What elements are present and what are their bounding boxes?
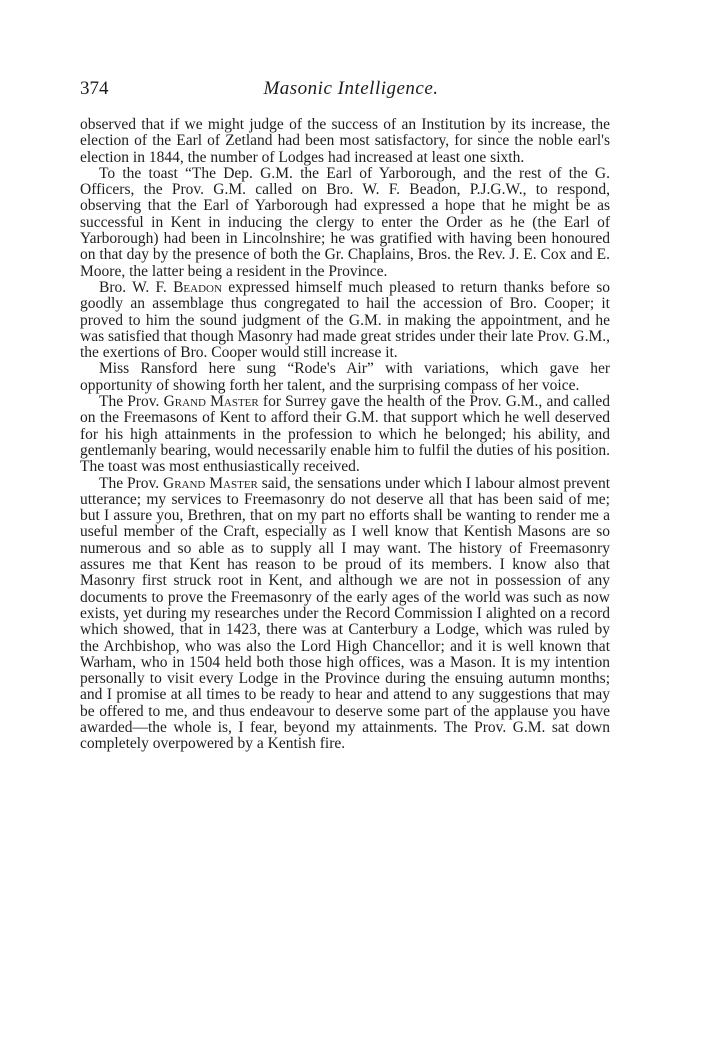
speaker-title-grand-master: Grand Master: [163, 393, 259, 411]
paragraph-3: [80, 280, 610, 361]
paragraph-1: observed that if we might judge of the success of an Institution by its increase, the election of the Earl of Zetland had been most satisfactory, for since the noble earl's election in 1844, the number of Lodges had increased at least one sixth.: [80, 116, 610, 166]
paragraph-3-lead: Bro. W. F.: [99, 278, 174, 296]
speaker-title-grand-master-2: Grand Master: [163, 474, 258, 492]
page-number: 374: [80, 78, 109, 99]
article-body: [80, 117, 610, 753]
paragraph-3-rest: expressed himself much pleased to return thanks before so goodly an assemblage thus congregated to hail the accession of Bro. Cooper; it proved to him the sound judgment of the G.M. in making the appointment, and he was satisfied that though Masonry had made great strides under their late Prov. G.M., the exertions of Bro. Cooper would still increase it.: [80, 278, 611, 362]
paragraph-6-lead: The Prov.: [99, 474, 164, 492]
paragraph-5-lead: The Prov.: [99, 393, 164, 411]
paragraph-2: To the toast “The Dep. G.M. the Earl of Yarborough, and the rest of the G. Officers, the Prov. G.M. called on Bro. W. F. Beadon, P.J.G.W., to respond, observing that the Earl of Yarborough had expressed a hope that he might be as successful in Kent in inducing the clergy to enter the Order as he (the Earl of Yarborough) had been in Lincolnshire; he was gratified with having been honoured on that day by the presence of both the Gr. Chaplains, Bros. the Rev. J. E. Cox and E. Moore, the latter being a resident in the Province.: [80, 164, 610, 280]
speaker-name-beadon: Beadon: [173, 278, 222, 296]
paragraph-5-rest: for Surrey gave the health of the Prov. G.M., and called on the Freemasons of Kent to afford their G.M. that support which he well deserved for his high attainments in the profession to which he belonged; his ability, and gentlemanly bearing, would necessarily enable him to fulfil the duties of his position. The toast was most enthusiastically received.: [80, 393, 611, 476]
paragraph-4: Miss Ransford here sung “Rode's Air” with variations, which gave her opportunity of showing forth her talent, and the surprising compass of her voice.: [80, 360, 610, 394]
running-title: Masonic Intelligence.: [263, 78, 439, 99]
paragraph-5: [80, 394, 610, 475]
page-header: [80, 78, 622, 104]
paragraph-6-rest: said, the sensations under which I labour almost prevent utterance; my services to Freemasonry do not deserve all that has been said of me; but I assure you, Brethren, that on my part no efforts shall be wanting to render me a useful member of the Craft, especially as I well know that Kentish Masons are so numerous and so able as to supply all I may want. The history of Freemasonry assures me that Kent has reason to be proud of its members. I know also that Masonry first struck root in Kent, and although we are not in possession of any documents to prove the Freemasonry of the early ages of the world was such as now exists, yet during my researches under the Record Commission I alighted on a record which showed, that in 1423, there was at Canterbury a Lodge, which was ruled by the Archbishop, who was also the Lord High Chancellor; and it is well known that Warham, who in 1504 held both those high offices, was a Mason. It is my intention personally to visit every Lodge in the Province during the ensuing autumn months; and I promise at all times to be ready to hear and attend to any suggestions that may be offered to me, and thus endeavour to deserve some part of the applause you have awarded—the whole is, I fear, beyond my attainments. The Prov. G.M. sat down completely overpowered by a Kentish fire.: [80, 474, 610, 753]
paragraph-6: [80, 476, 610, 753]
